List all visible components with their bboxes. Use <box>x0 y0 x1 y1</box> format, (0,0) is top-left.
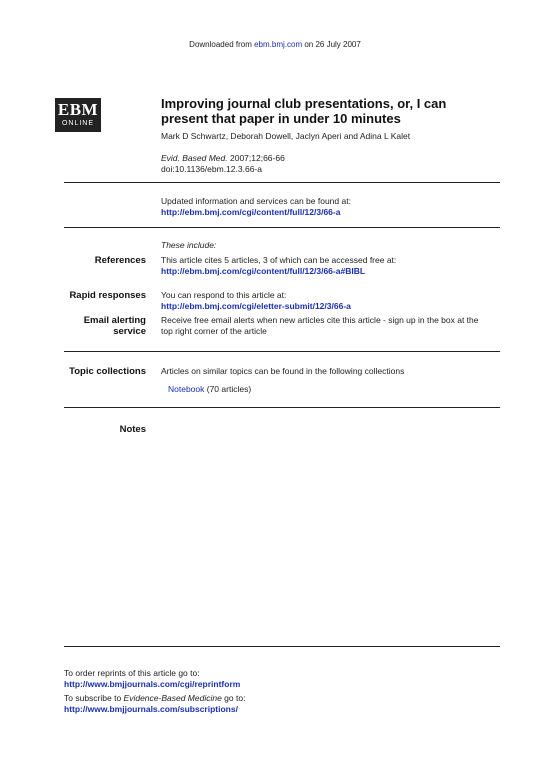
reprints-link[interactable]: http://www.bmjjournals.com/cgi/reprintform <box>64 679 241 689</box>
references-text: This article cites 5 articles, 3 of which can be accessed free at: <box>161 255 397 265</box>
email-alerting-text-line2: top right corner of the article <box>161 326 267 336</box>
rapid-responses-text: You can respond to this article at: <box>161 290 287 300</box>
email-alerting-text-line1: Receive free email alerts when new articles cite this article - sign up in the box at the <box>161 315 479 325</box>
collection-count: (70 articles) <box>204 384 252 394</box>
article-authors: Mark D Schwartz, Deborah Dowell, Jaclyn Aperi and Adina L Kalet <box>161 131 411 141</box>
journal-name: Evid. Based Med. <box>161 153 228 163</box>
email-alerting-label-line2: service <box>113 326 146 337</box>
email-alerting-section <box>161 315 478 337</box>
notes-label: Notes <box>119 424 146 435</box>
topic-collections-label: Topic collections <box>69 366 146 377</box>
subscribe-link[interactable]: http://www.bmjjournals.com/subscriptions/ <box>64 704 238 714</box>
divider-topics <box>64 407 500 408</box>
reprints-section <box>64 668 240 690</box>
references-label: References <box>94 255 146 266</box>
updated-info-text: Updated information and services can be found at: <box>161 196 351 206</box>
rapid-responses-label: Rapid responses <box>69 290 146 301</box>
updated-info-link[interactable]: http://ebm.bmj.com/cgi/content/full/12/3/66-a <box>161 207 341 217</box>
download-notice <box>0 40 550 49</box>
rapid-responses-section <box>161 290 351 312</box>
logo-ebm-text: EBM <box>57 100 99 119</box>
reprints-text: To order reprints of this article go to: <box>64 668 200 678</box>
updated-info <box>161 196 351 218</box>
subscribe-journal: Evidence-Based Medicine <box>123 693 222 703</box>
references-section <box>161 255 396 277</box>
article-title: Improving journal club presentations, or, I can present that paper in under 10 minutes <box>161 96 447 126</box>
article-doi: doi:10.1136/ebm.12.3.66-a <box>161 164 262 174</box>
download-suffix: on 26 July 2007 <box>302 40 361 49</box>
includes-label: These include: <box>161 240 217 250</box>
topic-collections-text: Articles on similar topics can be found in the following collections <box>161 366 405 376</box>
collection-link-notebook[interactable]: Notebook <box>168 384 205 394</box>
subscribe-section <box>64 693 245 715</box>
topic-collection-entry <box>168 384 251 395</box>
download-prefix: Downloaded from <box>189 40 255 49</box>
references-link[interactable]: http://ebm.bmj.com/cgi/content/full/12/3/66-a#BIBL <box>161 266 366 276</box>
divider-updated <box>64 227 500 228</box>
subscribe-suffix: go to: <box>221 693 246 703</box>
article-citation <box>161 153 285 175</box>
divider-top <box>64 182 500 183</box>
divider-bottom <box>64 646 500 647</box>
subscribe-prefix: To subscribe to <box>64 693 124 703</box>
email-alerting-label-line1: Email alerting <box>83 315 146 326</box>
email-alerting-label <box>54 315 146 337</box>
ebm-online-logo <box>55 98 101 132</box>
divider-services <box>64 351 500 352</box>
site-link[interactable]: ebm.bmj.com <box>254 40 303 49</box>
rapid-responses-link[interactable]: http://ebm.bmj.com/cgi/eletter-submit/12/3/66-a <box>161 301 351 311</box>
logo-online-text: ONLINE <box>61 120 95 127</box>
journal-details: 2007;12;66-66 <box>227 153 285 163</box>
